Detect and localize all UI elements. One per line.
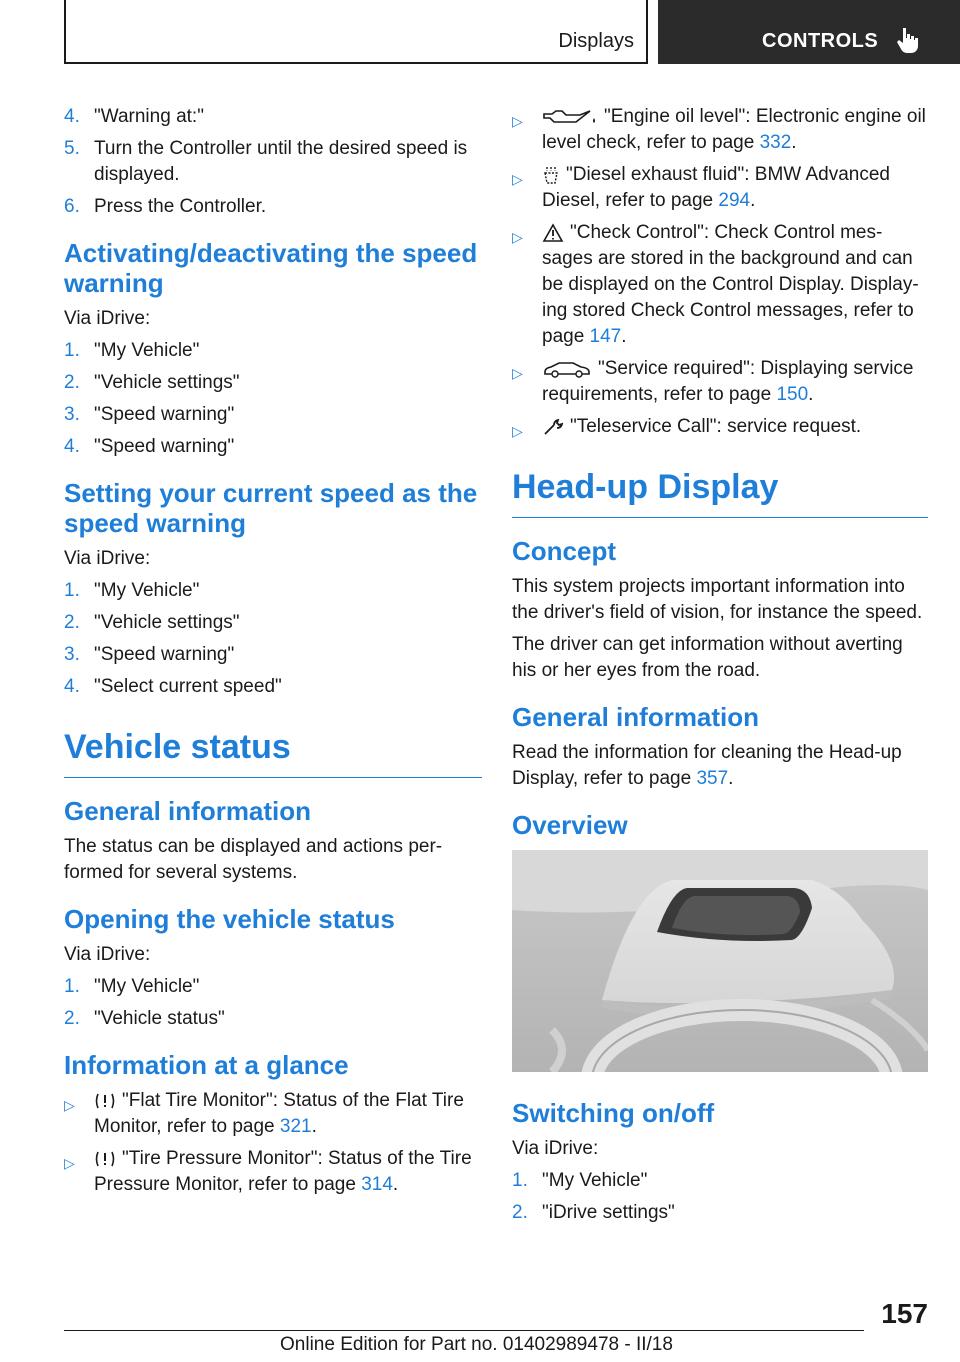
bullet-marker: ▷ [512,423,523,439]
list-item: 3. "Speed warning" [64,404,235,425]
heading-at-a-glance: Information at a glance [64,1050,349,1080]
heading-opening-status: Opening the vehicle status [64,904,395,934]
list-item: ▷ "Engine oil level": Electronic engine oil level check, refer to page 332. [512,106,926,153]
page-link[interactable]: 147 [589,326,622,347]
heading-current-speed: Setting your current speed as the speed warning [64,478,478,538]
list-item: 1. "My Vehicle" [64,340,200,361]
header-section-title: Displays [558,30,634,52]
via-idrive-text: Via iDrive: [512,1138,599,1159]
header-chapter-box [658,0,960,64]
via-idrive-text: Via iDrive: [64,944,151,965]
pointing-hand-icon [894,26,920,54]
list-item: ▷ "Flat Tire Monitor": Status of the Flat Tire Monitor, refer to page 321. [64,1090,464,1137]
steps-switch-list [512,1168,928,1226]
heading-general-information: General information [64,796,312,826]
footer-text: Online Edition for Part no. 01402989478 - II/18 [280,1334,673,1355]
tire-pressure-icon [94,1149,116,1169]
warning-triangle-icon [542,223,564,243]
list-item: ▷ "Diesel exhaust fluid": BMW Advanced Diesel, refer to page 294. [512,164,890,211]
page-link[interactable]: 294 [718,190,751,211]
via-idrive-text: Via iDrive: [64,308,151,329]
steps-warning-list [64,104,482,220]
list-item: ▷ "Service required": Displaying service requirements, refer to page 150. [512,358,914,405]
list-item: 3. "Speed warning" [64,644,235,665]
page-link[interactable]: 314 [361,1174,393,1195]
list-item: 4. "Warning at:" [64,106,204,127]
header-chapter-title: CONTROLS [762,30,879,52]
heading-switching: Switching on/off [512,1098,715,1128]
bullet-marker: ▷ [64,1097,75,1113]
flat-tire-icon [94,1091,116,1111]
list-item: 1. "My Vehicle" [64,580,200,601]
list-item: 1. "My Vehicle" [512,1170,648,1191]
bullet-marker: ▷ [512,113,523,129]
bullet-marker: ▷ [512,171,523,187]
heading-activating: Activating/deactivating the speed warning [64,238,478,298]
steps-activate-list [64,338,482,460]
heading-head-up-display: Head-up Display [512,468,928,518]
page-link[interactable]: 357 [696,768,729,789]
list-item: 4. "Speed warning" [64,436,235,457]
head-up-display-photo [512,850,928,1072]
header-section-box [64,0,648,64]
list-item: 4. "Select current speed" [64,676,282,697]
list-item: 5. Turn the Controller until the desired speed is displayed. [64,138,468,185]
list-item: ▷ "Teleservice Call": service request. [512,414,928,440]
diesel-exhaust-fluid-icon [542,165,560,185]
engine-oil-icon [542,108,598,126]
list-item: 1. "My Vehicle" [64,976,200,997]
list-item: 2. "iDrive settings" [512,1202,675,1223]
wrench-icon [542,417,564,437]
footer-divider [64,1330,864,1331]
page-link[interactable]: 150 [776,384,809,405]
service-car-icon [542,359,592,379]
right-column [512,104,928,1232]
heading-overview: Overview [512,810,628,840]
concept-text-2: The driver can get information without averting his or her eyes from the road. [512,634,903,681]
bullet-marker: ▷ [64,1155,75,1171]
general-information-text: The status can be displayed and actions per- formed for several systems. [64,836,443,883]
list-item: ▷ "Check Control": Check Control mes- sages are stored in the background and can be displayed on the Control Display. Display- ing stored Check Control messages, refer to page 147. [512,222,919,347]
steps-opening-list [64,974,482,1032]
bullet-marker: ▷ [512,365,523,381]
heading-concept: Concept [512,536,616,566]
left-column [64,104,482,1204]
list-item: 2. "Vehicle status" [64,1008,225,1029]
concept-text-1: This system projects important information into the driver's field of vision, for instance the speed. [512,576,923,623]
status-bullet-list [512,104,928,440]
list-item: 6. Press the Controller. [64,196,267,217]
page-link[interactable]: 321 [279,1116,312,1137]
list-item: 2. "Vehicle settings" [64,612,240,633]
list-item: ▷ "Tire Pressure Monitor": Status of the Tire Pressure Monitor, refer to page 314. [64,1148,472,1195]
list-item: 2. "Vehicle settings" [64,372,240,393]
heading-general-information: General information [512,702,760,732]
bullet-marker: ▷ [512,229,523,245]
steps-current-list [64,578,482,700]
via-idrive-text: Via iDrive: [64,548,151,569]
page-number: 157 [881,1298,928,1329]
heading-vehicle-status: Vehicle status [64,728,482,778]
glance-list [64,1088,482,1198]
general-information-text: Read the information for cleaning the Head-up Display, refer to page 357. [512,742,902,789]
page-link[interactable]: 332 [759,132,792,153]
